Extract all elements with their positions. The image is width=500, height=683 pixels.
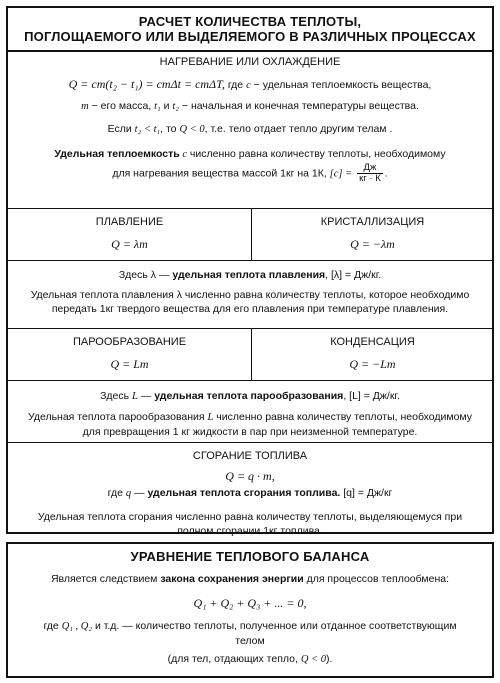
unit-label: [c] = <box>329 168 353 180</box>
text: Здесь λ — <box>118 269 173 281</box>
heat-calculation-panel <box>6 6 494 537</box>
text: Здесь <box>100 390 133 402</box>
text: — <box>137 390 155 402</box>
melting-def-line1 <box>8 268 492 282</box>
melting-cell <box>8 216 251 252</box>
term-latent-heat-vaporization: удельная теплота парообразования <box>154 390 344 402</box>
heating-vars-line <box>8 99 492 114</box>
text: где <box>43 620 62 632</box>
vars-q: Q₁ , Q₂ <box>61 621 93 632</box>
divider-vertical <box>251 328 252 380</box>
text: где <box>227 79 247 91</box>
crystallization-formula: Q = −λm <box>350 237 395 251</box>
unit: , [L] = Дж/кг. <box>343 390 400 402</box>
vaporization-definition <box>8 389 492 439</box>
text: − удельная теплоемкость вещества, <box>250 79 432 91</box>
heating-definition-line1 <box>8 147 492 162</box>
text: и т.д. — количество теплоты, полученное или отданное соответствующим <box>92 620 457 632</box>
var-c: c <box>179 149 187 160</box>
text: − его масса, <box>88 100 155 112</box>
crystallization-header: КРИСТАЛЛИЗАЦИЯ <box>320 216 425 228</box>
text: ). <box>325 653 333 665</box>
condition-q: Q < 0 <box>300 654 326 665</box>
var-L: L <box>207 412 214 423</box>
balance-line1 <box>8 572 492 586</box>
crystallization-cell <box>253 216 492 252</box>
term-heat-of-combustion: удельная теплота сгорания топлива. <box>147 487 341 499</box>
heating-formula-line <box>8 77 492 93</box>
vapor-def-text1 <box>8 410 492 425</box>
panel-title <box>8 14 492 44</box>
var-t2: t₂ <box>172 101 179 112</box>
text: , т.е. тело отдает теплo другим телам . <box>204 123 393 135</box>
text: — <box>131 487 148 499</box>
text: (для тел, отдающих тепло, <box>167 653 301 665</box>
divider <box>8 208 492 209</box>
var-L: L <box>132 391 138 402</box>
heat-balance-panel <box>6 542 494 678</box>
text: − начальная и конечная температуры вещества. <box>178 100 419 112</box>
text: для процессов теплообмена: <box>303 573 450 585</box>
melting-def-text1: Удельная теплота плавления λ численно равна количеству теплоты, которое необходимо <box>30 289 470 301</box>
text: численно равна количеству теплоты, необходимому <box>213 411 472 423</box>
balance-line4: телом <box>235 635 265 647</box>
combustion-text2: полном сгорании 1кг топлива. <box>177 525 323 537</box>
divider <box>8 442 492 443</box>
combustion-formula: Q = q · m, <box>225 469 275 483</box>
vaporization-formula: Q = Lm <box>110 357 149 371</box>
heating-header: НАГРЕВАНИЕ ИЛИ ОХЛАЖДЕНИЕ <box>159 56 341 68</box>
condensation-formula: Q = −Lm <box>349 357 396 371</box>
text: Если <box>107 123 135 135</box>
balance-line5 <box>8 652 492 667</box>
var-m: m <box>81 101 89 112</box>
text: и <box>160 100 173 112</box>
condition-q: Q < 0 <box>179 124 205 135</box>
unit: , [λ] = Дж/кг. <box>325 269 382 281</box>
unit-numerator: Дж <box>357 163 383 174</box>
balance-formula: Q₁ + Q₂ + Q₃ + ... = 0, <box>193 596 307 610</box>
combustion-section <box>8 450 492 538</box>
balance-content <box>8 549 492 667</box>
condensation-cell <box>253 336 492 372</box>
text: где <box>107 487 126 499</box>
divider <box>8 328 492 329</box>
condensation-header: КОНДЕНСАЦИЯ <box>330 336 415 348</box>
vaporization-cell <box>8 336 251 372</box>
title-line-1: РАСЧЕТ КОЛИЧЕСТВА ТЕПЛОТЫ, <box>138 14 362 29</box>
text: численно равна количеству теплоты, необходимому <box>186 148 446 160</box>
heating-formula: Q = cm(t₂ − t₁) = cmΔt = cmΔT, <box>68 77 225 91</box>
divider <box>8 50 492 52</box>
melting-definition <box>8 268 492 316</box>
unit: [q] = Дж/кг <box>340 487 393 499</box>
text: для нагревания вещества массой 1кг на 1К, <box>112 167 327 180</box>
text: Является следствием <box>50 573 161 585</box>
unit-denominator: кг · К <box>359 173 381 184</box>
term-energy-conservation: закона сохранения энергии <box>160 573 304 585</box>
vaporization-header: ПАРООБРАЗОВАНИЕ <box>72 336 187 348</box>
title-line-2: ПОГЛОЩАЕМОГО ИЛИ ВЫДЕЛЯЕМОГО В РАЗЛИЧНЫХ ПРОЦЕССАХ <box>24 29 476 44</box>
melting-def-text2: передать 1кг твердого вещества для его плавления при температуре плавления. <box>51 303 449 315</box>
heating-condition-line <box>8 122 492 137</box>
vapor-def-line1 <box>8 389 492 404</box>
term-specific-heat: Удельная теплоемкость <box>54 148 180 160</box>
divider-vertical <box>251 208 252 260</box>
var-t1: t₁ <box>154 101 161 112</box>
balance-line3 <box>8 619 492 634</box>
text: Удельная теплота парообразования <box>27 411 208 423</box>
balance-title: УРАВНЕНИЕ ТЕПЛОВОГО БАЛАНСА <box>130 549 370 564</box>
condition: t₂ < t₁ <box>134 124 161 135</box>
combustion-text1: Удельная теплота сгорания численно равна количеству теплоты, выделяющемуся при <box>37 511 463 523</box>
divider <box>8 260 492 261</box>
term-latent-heat-fusion: удельная теплота плавления <box>172 269 326 281</box>
heating-section <box>8 56 492 184</box>
melting-formula: Q = λm <box>111 237 148 251</box>
combustion-line2 <box>8 486 492 501</box>
var-q: q <box>125 488 132 499</box>
divider <box>8 380 492 381</box>
vapor-def-text2: для превращения 1 кг жидкости в пар при неизменной температуре. <box>82 426 418 438</box>
heating-definition-line2 <box>8 163 492 184</box>
text: , то <box>160 123 180 135</box>
text: . <box>384 167 388 180</box>
combustion-header: СГОРАНИЕ ТОПЛИВА <box>192 450 308 462</box>
unit-fraction <box>357 163 383 184</box>
var-c: c <box>246 80 251 91</box>
melting-header: ПЛАВЛЕНИЕ <box>95 216 164 228</box>
